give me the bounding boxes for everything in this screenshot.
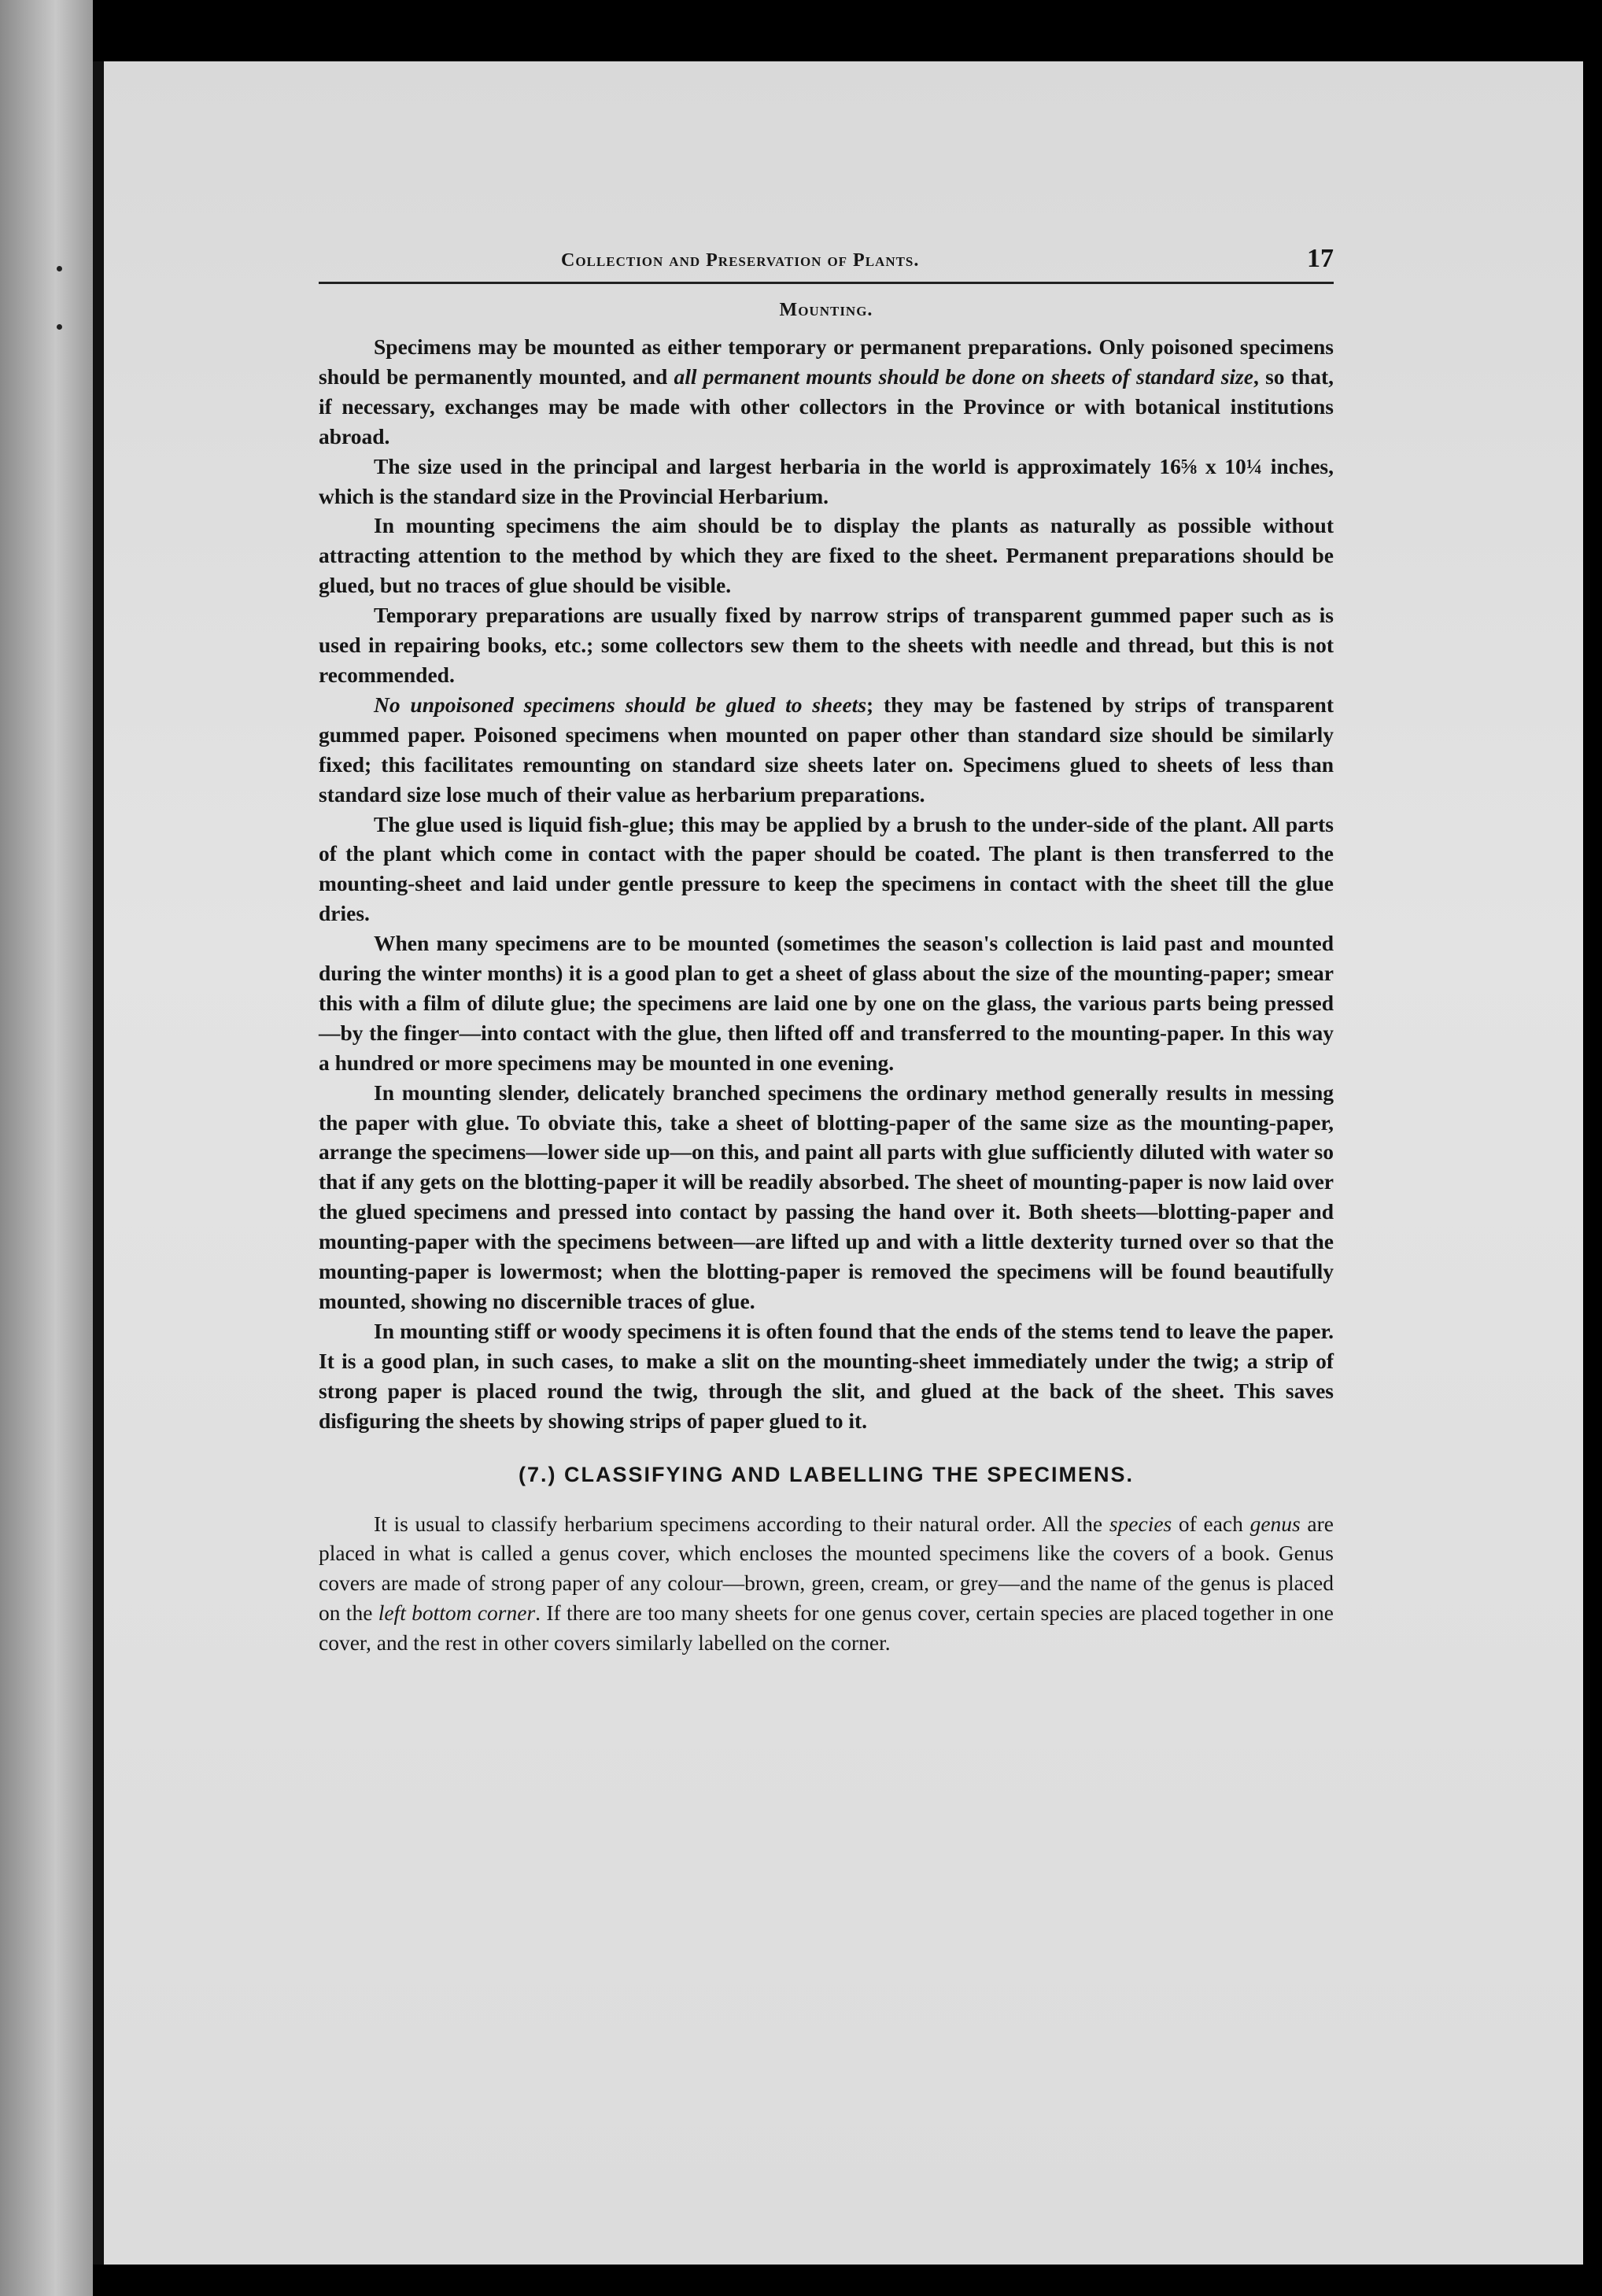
page-number: 17 [1307,244,1334,273]
mounting-heading: Mounting. [779,300,873,320]
italic-text: species [1109,1511,1172,1536]
body-paragraph [319,511,1334,600]
page-edge-shadow [93,61,104,2265]
paragraph-text: Specimens may be mounted as either temporary or permanent preparations. Only poisoned specimens should be permanently mounted, and [319,334,1334,389]
classifying-section-body [319,1509,1334,1659]
body-paragraph [319,1078,1334,1316]
paragraph-text: ; they may be fastened by strips of transparent gummed paper. Poisoned specimens when mounted on paper other than standard size should be similarly fixed; this facilitates remounting on standard size sheets later on. Specimens glued to sheets of less than standard size lose much of their value as herbarium preparations. [319,692,1334,807]
body-paragraph [319,1316,1334,1436]
paragraph-text: When many specimens are to be mounted (sometimes the season's collection is laid past and mounted during the winter months) it is a good plan to get a sheet of glass about the size of the mounting-paper; smear this with a film of dilute glue; the specimens are laid one by one on the glass, the various parts being pressed—by the finger—into contact with the glue, then lifted off and transferred to the mounting-paper. In this way a hundred or more specimens may be mounted in one evening. [319,931,1334,1075]
italic-text: left bottom corner [378,1600,536,1626]
body-paragraph [319,600,1334,690]
speck-dot [57,266,62,271]
body-paragraph [319,1509,1334,1659]
italic-text: all permanent mounts should be done on sheets of standard size [674,364,1253,389]
paragraph-text: In mounting specimens the aim should be to display the plants as naturally as possible without attracting attention to the method by which they are fixed to the sheet. Permanent preparations should be glued, but no traces of glue should be visible. [319,513,1334,598]
paragraph-text: Temporary preparations are usually fixed by narrow strips of transparent gummed paper such as is used in repairing books, etc.; some collectors sew them to the sheets with needle and thread, but this is not recommended. [319,603,1334,687]
scanner-right-margin [1583,0,1602,2296]
page-content [319,244,1334,1658]
body-paragraph [319,452,1334,511]
paragraph-text: In mounting slender, delicately branched specimens the ordinary method generally results in messing the paper with glue. To obviate this, take a sheet of blotting-paper of the same size as the mounting-paper, arrange the specimens—lower side up—on this, and paint all parts with glue sufficiently diluted with water so that if any gets on the blotting-paper it will be readily absorbed. The sheet of mounting-paper is now laid over the glued specimens and pressed into contact by passing the hand over it. Both sheets—blotting-paper and mounting-paper with the specimens between—are lifted up and with a little dexterity turned over so that the mounting-paper is lowermost; when the blotting-paper is removed the specimens will be found beautifully mounted, showing no discernible traces of glue. [319,1080,1334,1313]
paragraph-text: The glue used is liquid fish-glue; this may be applied by a brush to the under-side of the plant. All parts of the plant which come in contact with the paper should be coated. The plant is then transferred to the mounting-sheet and laid under gentle pressure to keep the specimens in contact with the sheet till the glue dries. [319,811,1334,926]
body-paragraph [319,928,1334,1078]
paragraph-text: . If there are too many sheets for one genus cover, certain species are placed together in one cover, and the rest in other covers similarly labelled on the corner. [319,1600,1334,1656]
body-paragraph [319,690,1334,810]
speck-dot [57,324,62,330]
paragraph-text: are placed in what is called a genus cover, which encloses the mounted specimens like the covers of a book. Genus covers are made of strong paper of any colour—brown, green, cream, or grey—and the name of the genus is placed on the [319,1511,1334,1626]
paragraph-text: , so that, if necessary, exchanges may be made with other collectors in the Province or with botanical institutions abroad. [319,364,1334,448]
scanner-left-margin [0,0,93,2296]
running-header [319,244,1334,284]
body-paragraph [319,810,1334,929]
running-title: Collection and Preservation of Plants. [561,250,920,271]
paragraph-text: In mounting stiff or woody specimens it is often found that the ends of the stems tend to leave the paper. It is a good plan, in such cases, to make a slit on the mounting-sheet immediately under the twig; a strip of strong paper is placed round the twig, through the slit, and glued at the back of the sheet. This saves disfiguring the sheets by showing strips of paper glued to it. [319,1318,1334,1433]
body-paragraph [319,332,1334,452]
italic-text: No unpoisoned specimens should be glued to sheets [374,692,867,717]
paragraph-text: of each [1172,1511,1250,1536]
paragraph-text: It is usual to classify herbarium specimens according to their natural order. All the [374,1511,1109,1536]
italic-text: genus [1249,1511,1301,1536]
mounting-section-body [319,332,1334,1436]
classifying-heading: (7.) CLASSIFYING AND LABELLING THE SPECIMENS. [518,1462,1135,1486]
paragraph-text: The size used in the principal and largest herbaria in the world is approximately 16⅝ x 10¼ inches, which is the standard size in the Provincial Herbarium. [319,453,1334,508]
